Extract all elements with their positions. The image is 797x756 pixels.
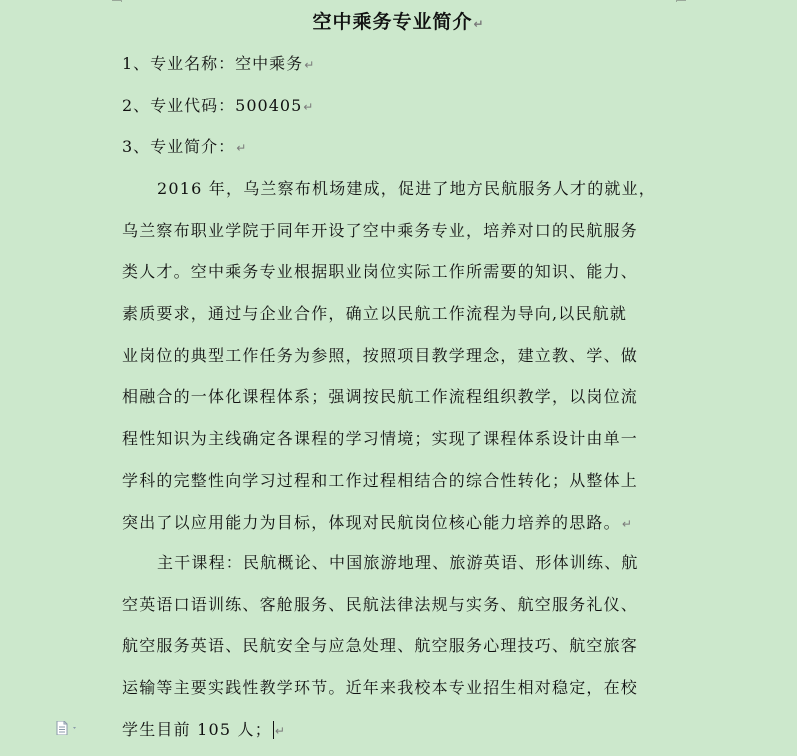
paragraph-mark: ↵ [274,723,287,738]
paragraph-intro[interactable] [122,168,676,543]
paragraph-line-text: 学生目前 105 人； [122,719,272,739]
paragraph-line-text: 突出了以应用能力为目标，体现对民航岗位核心能力培养的思路。 [122,512,621,532]
paragraph-mark: ↵ [303,100,315,114]
item-name[interactable] [122,53,315,76]
paragraph-mark: ↵ [304,58,316,72]
paragraph-line: 运输等主要实践性教学环节。近年来我校本专业招生相对稳定，在校 [122,678,639,698]
item-code-text: 2、专业代码：500405 [122,96,303,115]
page-corner-mark-right-v [676,0,677,2]
paragraph-line: 学科的完整性向学习过程和工作过程相结合的综合性转化；从整体上 [122,470,639,490]
paragraph-line-last [122,709,676,751]
item-code[interactable] [122,95,314,118]
paragraph-mark: ↵ [473,17,485,31]
paragraph-line: 航空服务英语、民航安全与应急处理、航空服务心理技巧、航空旅客 [122,636,639,656]
text-cursor [273,721,274,739]
paragraph-courses[interactable] [122,542,676,750]
page-corner-mark-left-v [121,0,122,2]
paragraph-line: 乌兰察布职业学院于同年开设了空中乘务专业，培养对口的民航服务 [122,220,639,240]
paste-options-icon[interactable] [56,721,80,735]
paragraph-line: 空英语口语训练、客舱服务、民航法律法规与实务、航空服务礼仪、 [122,594,639,614]
paragraph-line: 相融合的一体化课程体系；强调按民航工作流程组织教学，以岗位流 [122,387,639,407]
paragraph-mark: ↵ [621,516,634,531]
paragraph-line: 业岗位的典型工作任务为参照，按照项目教学理念，建立教、学、做 [122,345,639,365]
paragraph-mark: ↵ [236,141,248,155]
paragraph-line: 素质要求，通过与企业合作，确立以民航工作流程为导向,以民航就 [122,304,628,324]
paragraph-line: 类人才。空中乘务专业根据职业岗位实际工作所需要的知识、能力、 [122,262,639,282]
document-title[interactable] [0,9,797,37]
item-name-text: 1、专业名称：空中乘务 [122,54,304,73]
paragraph-line: 2016 年，乌兰察布机场建成，促进了地方民航服务人才的就业， [157,179,657,198]
item-intro-text: 3、专业简介： [122,137,236,156]
paragraph-line: 程性知识为主线确定各课程的学习情境；实现了课程体系设计由单一 [122,429,639,449]
paragraph-line-last [122,502,676,544]
document-title-text: 空中乘务专业简介 [312,11,473,33]
page-corner-mark-right [676,0,686,1]
paragraph-line: 主干课程：民航概论、中国旅游地理、旅游英语、形体训练、航 [157,553,639,572]
item-intro[interactable] [122,136,247,159]
